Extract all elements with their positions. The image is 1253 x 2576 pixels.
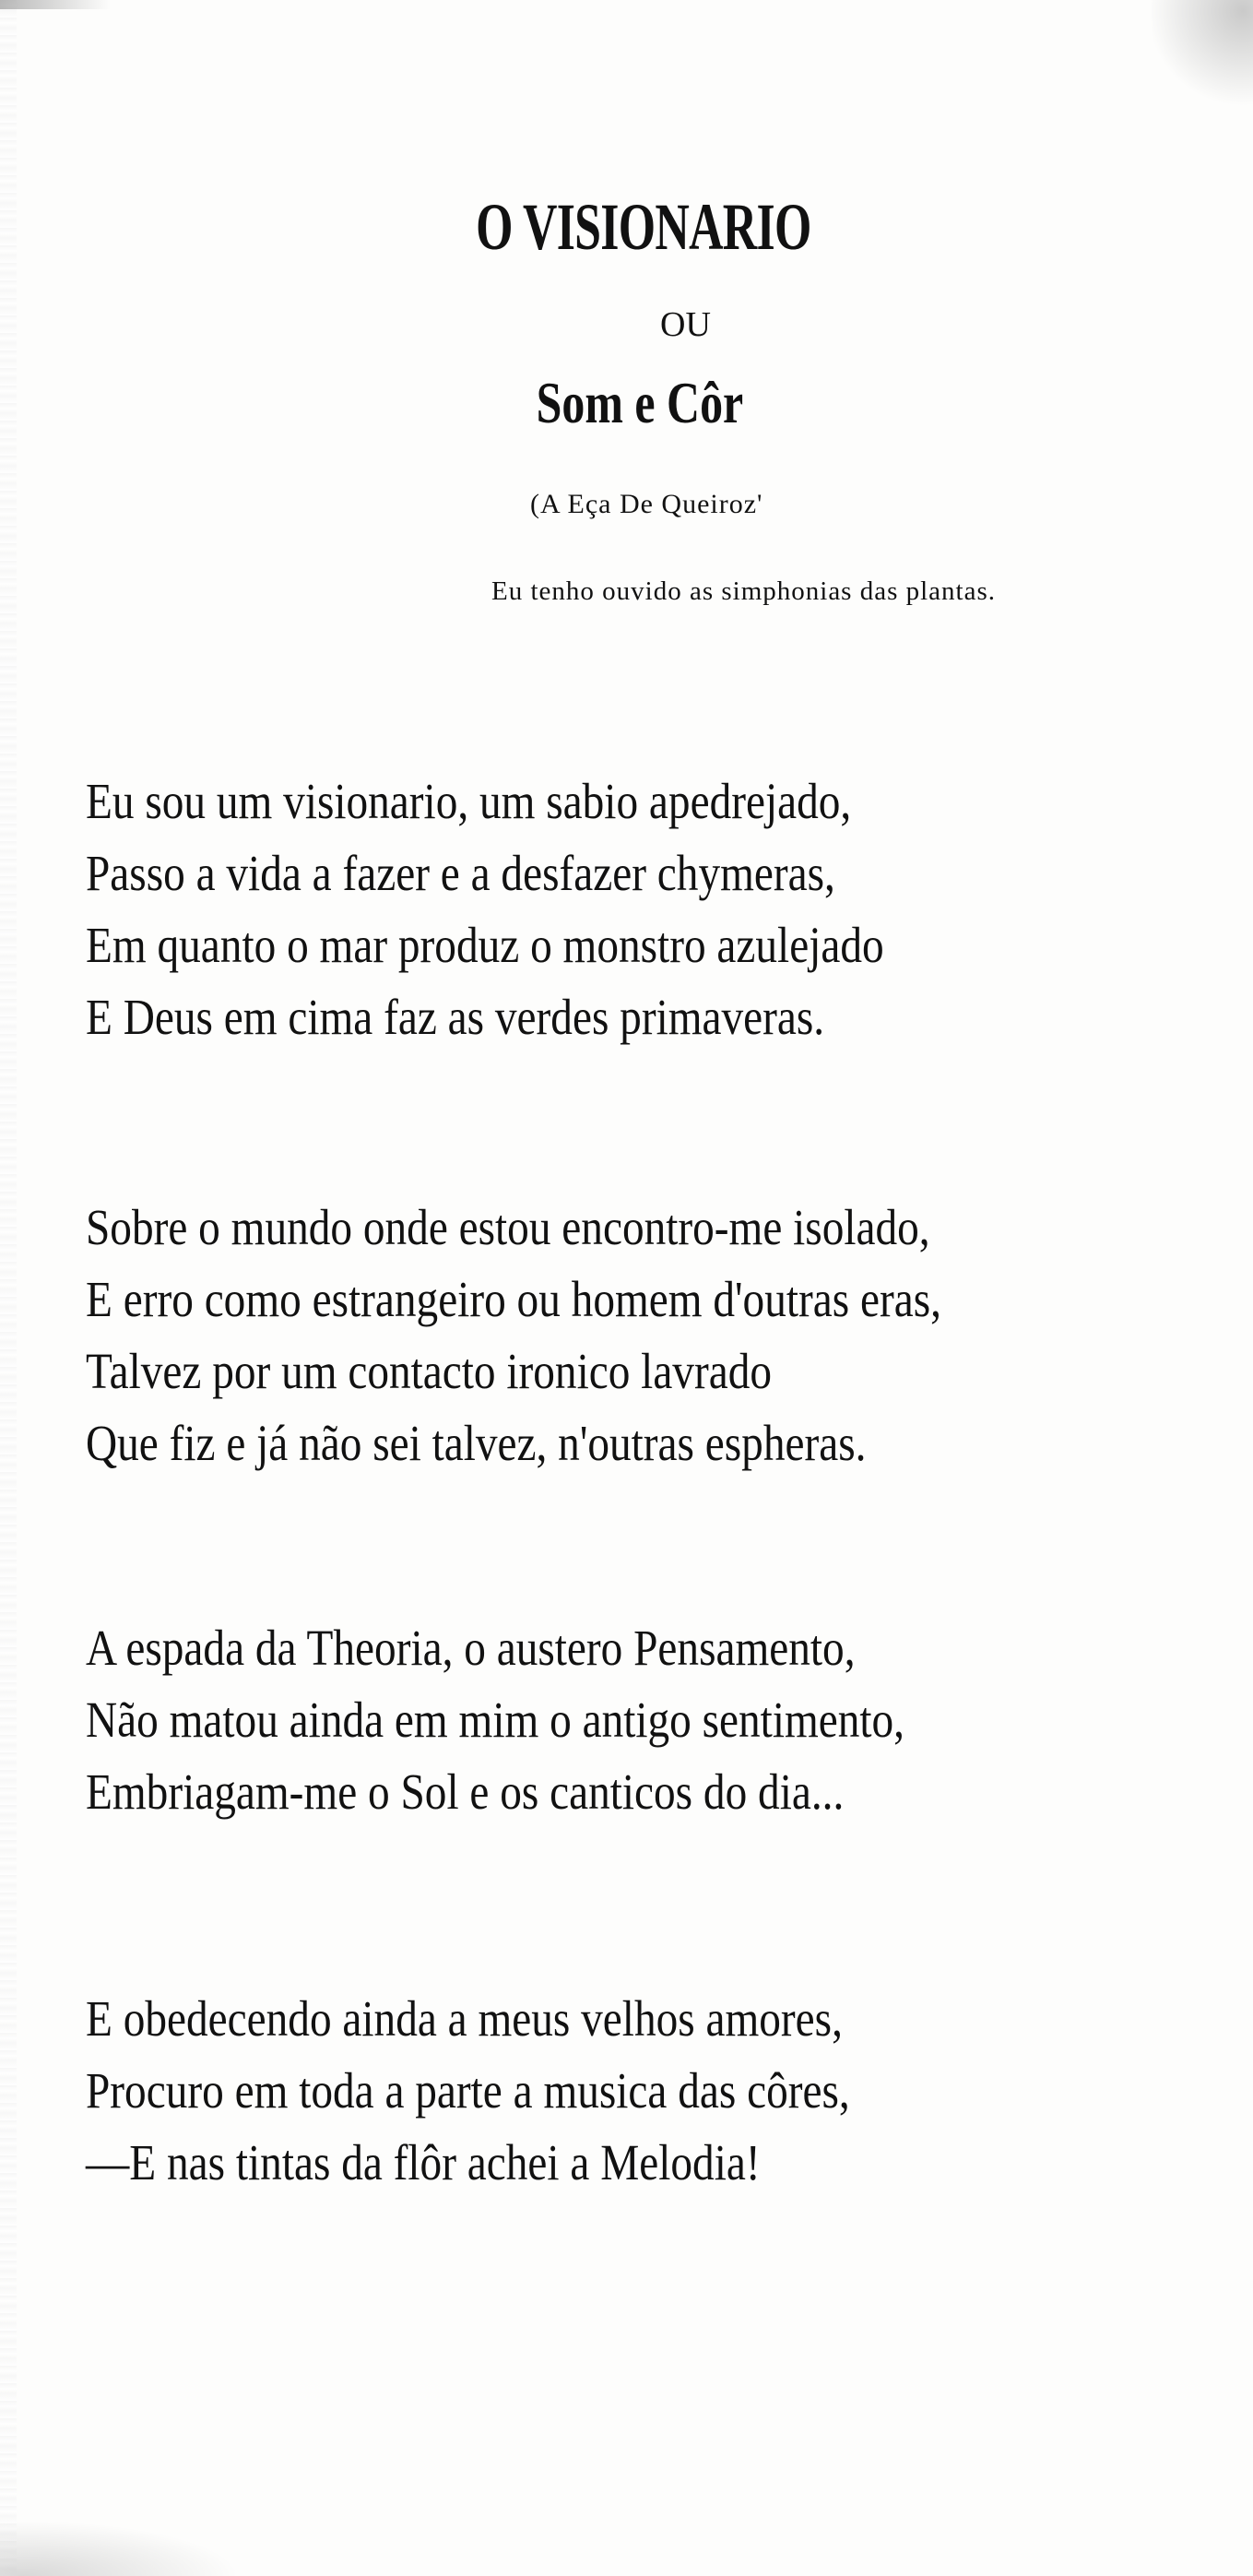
- verse-line: Não matou ainda em mim o antigo sentimento,: [86, 1692, 905, 1748]
- verse-line: —E nas tintas da flôr achei a Melodia!: [86, 2134, 761, 2190]
- stanza-2: [86, 1192, 1229, 1479]
- stanza-1: [86, 766, 1229, 1053]
- dedication: (A Eça De Queiroz': [530, 489, 763, 519]
- verse-line: A espada da Theoria, o austero Pensamento,: [86, 1620, 856, 1676]
- poem-subtitle: Som e Côr: [536, 370, 744, 435]
- verse-line: Sobre o mundo onde estou encontro-me isolado,: [86, 1199, 930, 1255]
- scan-edge-top-left: [0, 0, 111, 9]
- epigraph: Eu tenho ouvido as simphonias das plantas.: [491, 576, 997, 606]
- stanza-3: [86, 1612, 1229, 1828]
- scan-edge-top-right: [1152, 0, 1253, 111]
- verse-line: E erro como estrangeiro ou homem d'outras eras,: [86, 1271, 941, 1327]
- verse-line: Em quanto o mar produz o monstro azulejado: [86, 917, 884, 973]
- verse-line: Que fiz e já não sei talvez, n'outras espheras.: [86, 1415, 867, 1471]
- verse-line: Embriagam-me o Sol e os canticos do dia...: [86, 1763, 845, 1820]
- verse-line: Eu sou um visionario, um sabio apedrejado,: [86, 773, 852, 829]
- verse-line: Talvez por um contacto ironico lavrado: [86, 1343, 773, 1399]
- title-conjunction: OU: [660, 305, 711, 344]
- verse-line: Procuro em toda a parte a musica das côres,: [86, 2062, 850, 2119]
- stanza-4: [86, 1983, 1229, 2199]
- poem-title: O VISIONARIO: [476, 190, 811, 264]
- scan-edge-left: [0, 0, 17, 2576]
- verse-line: E obedecendo ainda a meus velhos amores,: [86, 1990, 843, 2047]
- verse-line: E Deus em cima faz as verdes primaveras.: [86, 989, 825, 1045]
- verse-line: Passo a vida a fazer e a desfazer chymeras,: [86, 845, 835, 901]
- scan-edge-bottom: [0, 2521, 240, 2576]
